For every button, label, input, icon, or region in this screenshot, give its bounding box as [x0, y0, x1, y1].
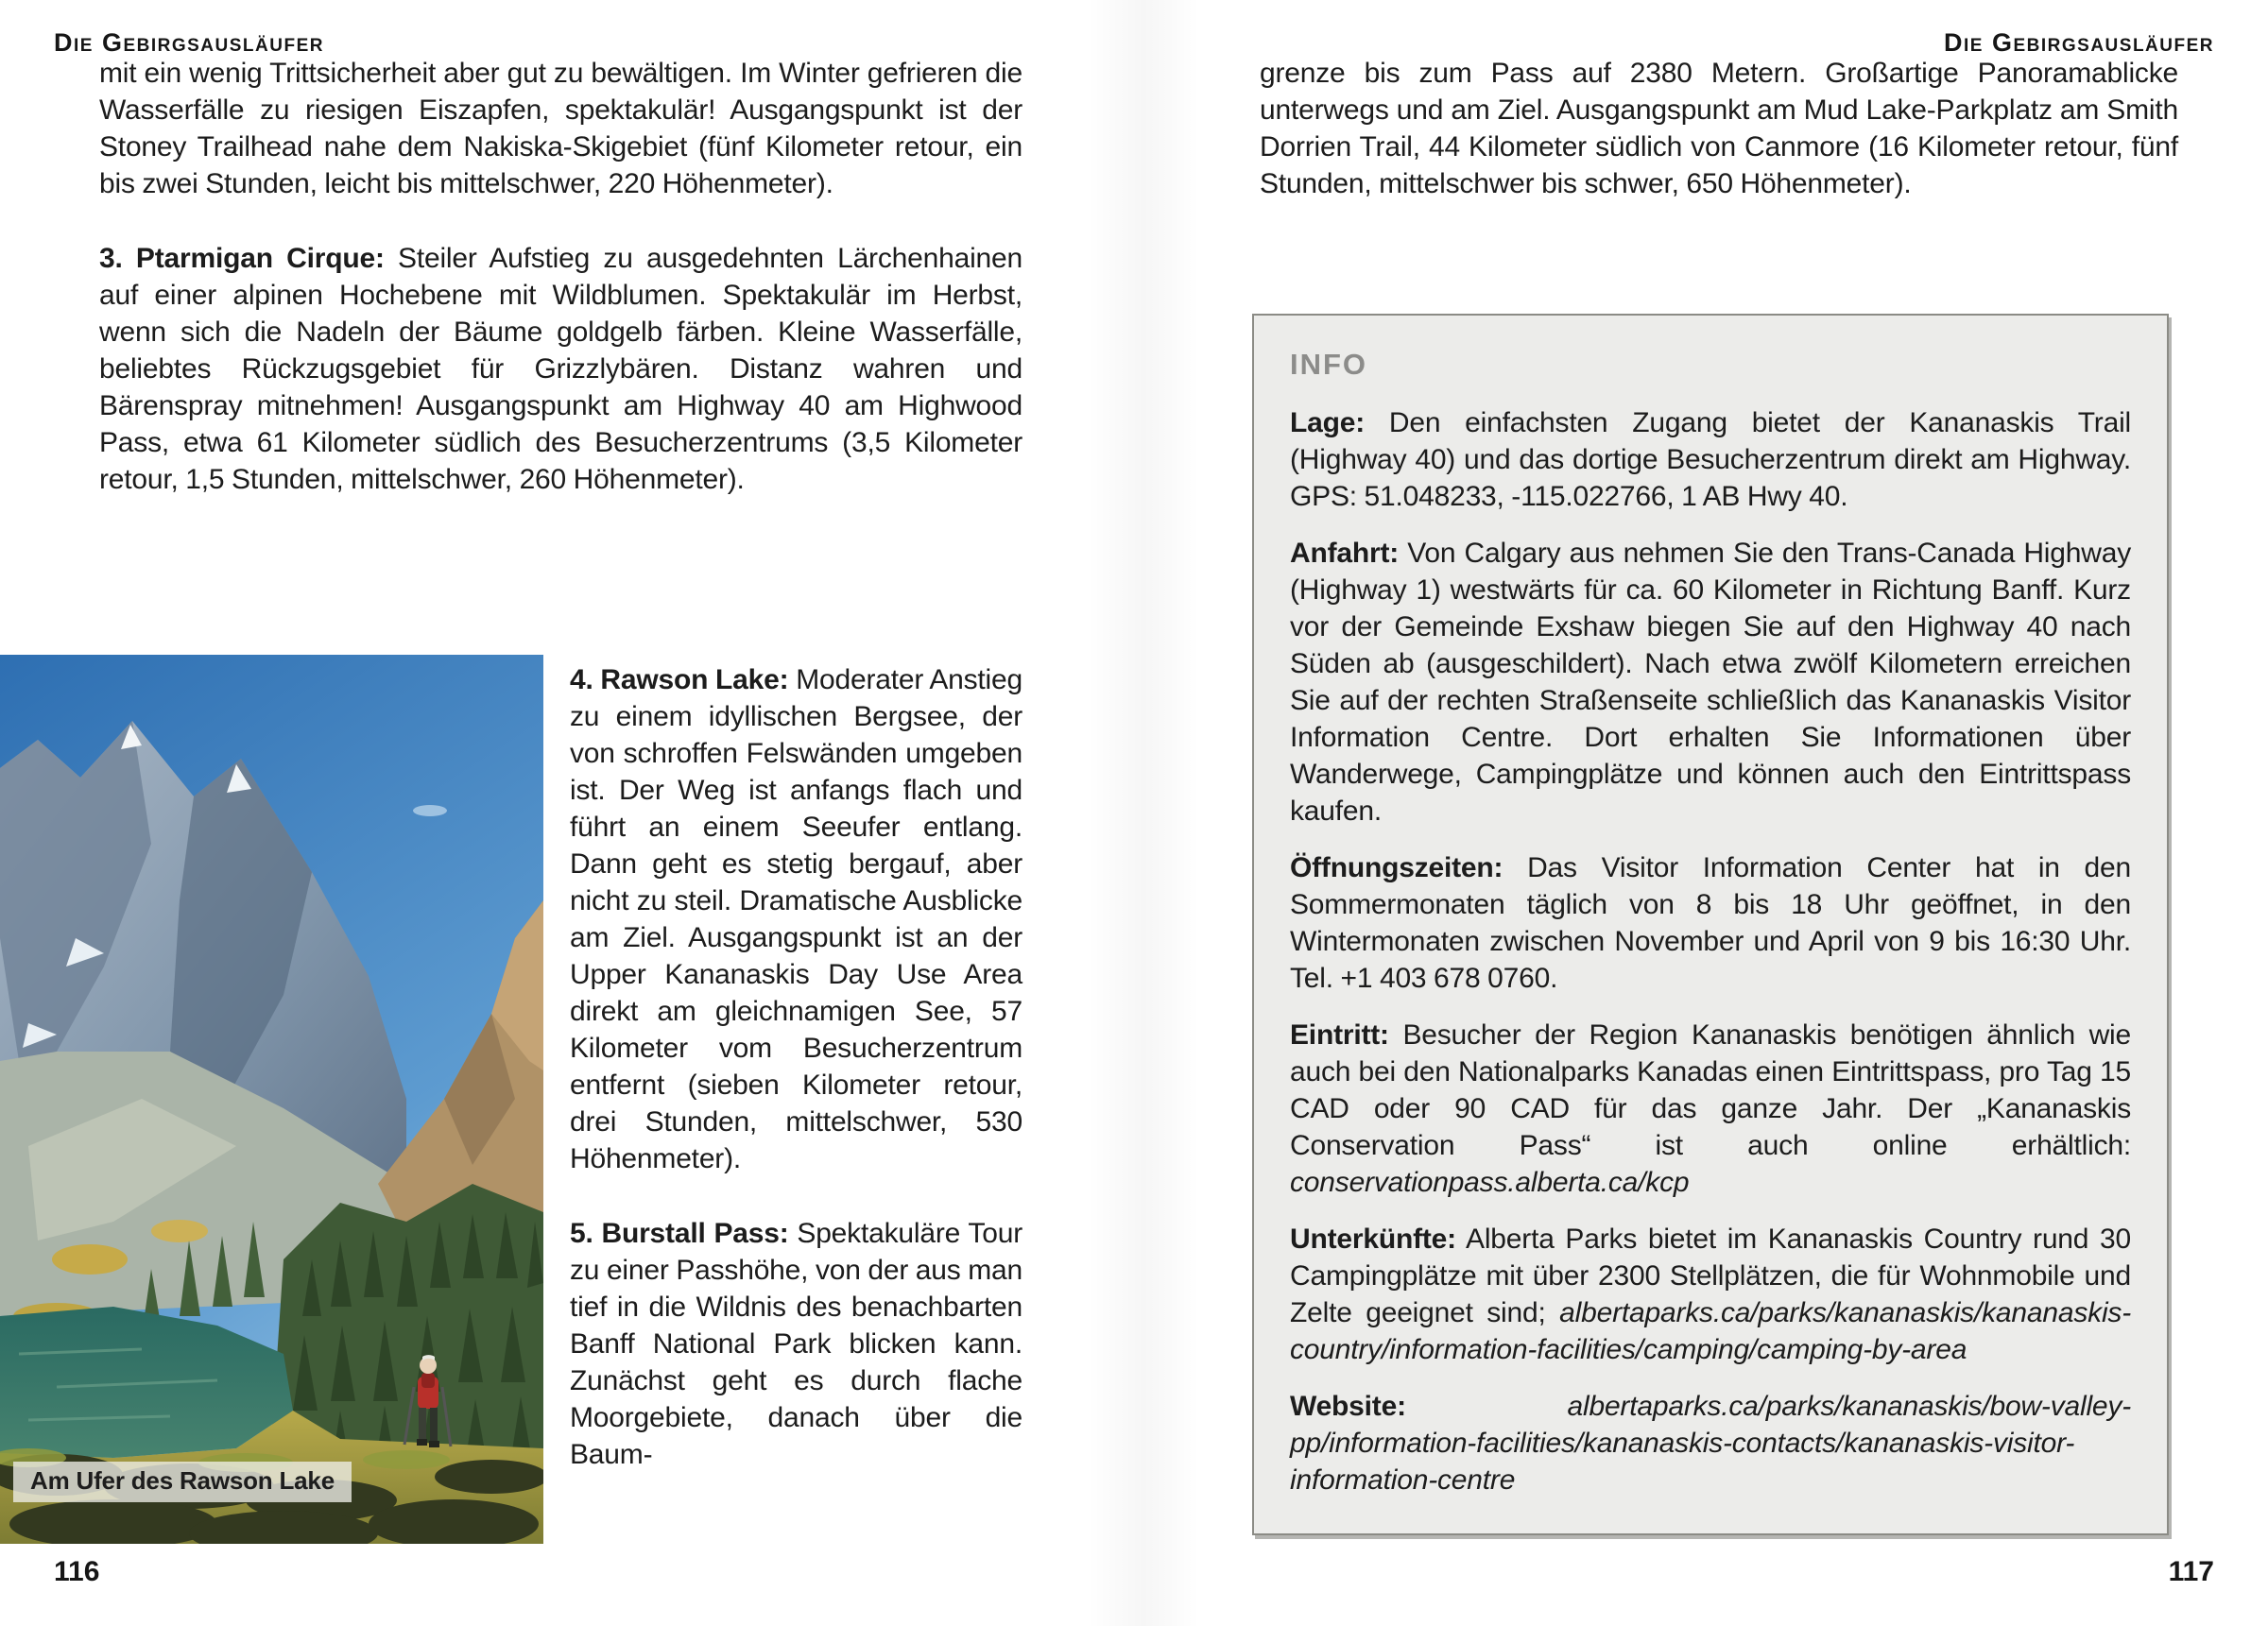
right-intro-paragraph: grenze bis zum Pass auf 2380 Metern. Großartige Panoramablicke unterwegs und am Ziel. Ausgangspunkt am Mud Lake-Parkplatz am Smith Dorrien Trail, 44 Kilometer südlich von Canmore (16 Kilometer retour, fünf Stunden, mittelschwer bis schwer, 650 Höhenmeter).	[1260, 58, 2178, 199]
right-page-main-column	[1260, 55, 2178, 202]
info-body-text: Besucher der Region Kananaskis benötigen ähnlich wie auch bei den Nationalparks Kanadas einen Eintrittspass, pro Tag 15 CAD oder 90 CAD für das ganze Jahr. Der „Kananaskis Conservation Pass“ ist auch online erhältlich:	[1290, 1019, 2131, 1161]
left-page-narrow-column	[570, 661, 1022, 1511]
info-section-label: Website:	[1290, 1391, 1406, 1422]
info-section	[1290, 1017, 2131, 1201]
page-number-right: 117	[2168, 1556, 2214, 1587]
paragraph: 3. Ptarmigan Cirque: Steiler Aufstieg zu ausgedehnten Lärchenhainen auf einer alpinen Hochebene mit Wildblumen. Spektakulär im Herbst, wenn sich die Nadeln der Bäume goldgelb färben. Kleine Wasserfälle, beliebtes Rückzugsgebiet für Grizzlybären. Distanz wahren und Bärenspray mitnehmen! Ausgangspunkt am Highway 40 am Highwood Pass, etwa 61 Kilometer südlich des Besucherzentrums (3,5 Kilometer retour, 1,5 Stunden, mittelschwer, 260 Höhenmeter).	[99, 243, 1022, 495]
paragraph: 5. Burstall Pass: Spektakuläre Tour zu einer Passhöhe, von der aus man tief in die Wildnis des benachbarten Banff National Park blicken kann. Zunächst geht es durch flache Moorgebiete, danach über die Baum-	[570, 1218, 1022, 1470]
page-number-left: 116	[54, 1556, 100, 1587]
info-section-label: Öffnungszeiten:	[1290, 852, 1503, 883]
paragraph-lead: 4. Rawson Lake:	[570, 664, 789, 695]
info-body-text: Alberta Parks bietet im Kananaskis Country rund 30 Campingplätze mit über 2300 Stellplätzen, die für Wohnmobile und Zelte geeignet sind;	[1290, 1224, 2131, 1328]
page-gutter	[1087, 0, 1200, 1626]
info-box-sections	[1290, 404, 2131, 1498]
info-section-label: Anfahrt:	[1290, 538, 1400, 569]
paragraph-lead: 3. Ptarmigan Cirque:	[99, 243, 385, 274]
info-body-text: Den einfachsten Zugang bietet der Kananaskis Trail (Highway 40) und das dortige Besucherzentrum direkt am Highway. GPS: 51.048233, -115.022766, 1 AB Hwy 40.	[1290, 407, 2131, 512]
info-section	[1290, 404, 2131, 515]
info-box	[1252, 314, 2169, 1535]
info-section	[1290, 535, 2131, 830]
photo-caption: Am Ufer des Rawson Lake	[13, 1462, 352, 1502]
paragraph: 4. Rawson Lake: Moderater Anstieg zu einem idyllischen Bergsee, der von schroffen Felswänden umgeben ist. Der Weg ist anfangs flach und führt an einem Seeufer entlang. Dann geht es stetig bergauf, aber nicht zu steil. Dramatische Ausblicke am Ziel. Ausgangspunkt ist an der Upper Kananaskis Day Use Area direkt am gleichnamigen See, 57 Kilometer vom Besucherzentrum entfernt (sieben Kilometer retour, drei Stunden, mittelschwer, 530 Höhenmeter).	[570, 664, 1022, 1174]
info-section-label: Lage:	[1290, 407, 1366, 438]
info-section-label: Eintritt:	[1290, 1019, 1389, 1051]
rawson-lake-photo	[0, 655, 543, 1544]
paragraph: mit ein wenig Trittsicherheit aber gut zu bewältigen. Im Winter gefrieren die Wasserfälle zu riesigen Eiszapfen, spektakulär! Ausgangspunkt ist der Stoney Trailhead nahe dem Nakiska-Skigebiet (fünf Kilometer retour, ein bis zwei Stunden, leicht bis mittelschwer, 220 Höhenmeter).	[99, 58, 1022, 199]
info-section	[1290, 849, 2131, 997]
mountain-lake-illustration	[0, 655, 543, 1544]
info-body-text	[1406, 1391, 1568, 1422]
info-body-text: Von Calgary aus nehmen Sie den Trans-Canada Highway (Highway 1) westwärts für ca. 60 Kilometer in Richtung Banff. Kurz vor der Gemeinde Exshaw biegen Sie auf den Highway 40 nach Süden ab (ausgeschildert). Nach etwa zwölf Kilometern erreichen Sie auf der rechten Straßenseite schließlich das Kananaskis Visitor Information Centre. Dort erhalten Sie Informationen über Wanderwege, Campingplätze und können auch den Eintrittspass kaufen.	[1290, 538, 2131, 827]
running-header-left: Die Gebirgsausläufer	[54, 28, 324, 57]
info-body-text: Das Visitor Information Center hat in den Sommermonaten täglich von 8 bis 18 Uhr geöffnet, in den Wintermonaten zwischen November und April von 9 bis 16:30 Uhr. Tel. +1 403 678 0760.	[1290, 852, 2131, 994]
paragraph-lead: 5. Burstall Pass:	[570, 1218, 789, 1249]
running-header-right: Die Gebirgsausläufer	[1944, 28, 2214, 57]
info-url-text: conservationpass.alberta.ca/kcp	[1290, 1167, 1690, 1198]
info-box-title: INFO	[1290, 348, 1368, 381]
info-section-label: Unterkünfte:	[1290, 1224, 1456, 1255]
info-section	[1290, 1221, 2131, 1368]
info-url-text: albertaparks.ca/parks/kananaskis/bow-valley-pp/information-facilities/kananaskis-contacts/kananaskis-visitor-information-centre	[1290, 1391, 2131, 1496]
info-url-text: albertaparks.ca/parks/kananaskis/kananaskis-country/information-facilities/camping/camping-by-area	[1290, 1297, 2131, 1365]
left-page-main-column	[99, 55, 1022, 536]
info-section	[1290, 1388, 2131, 1498]
